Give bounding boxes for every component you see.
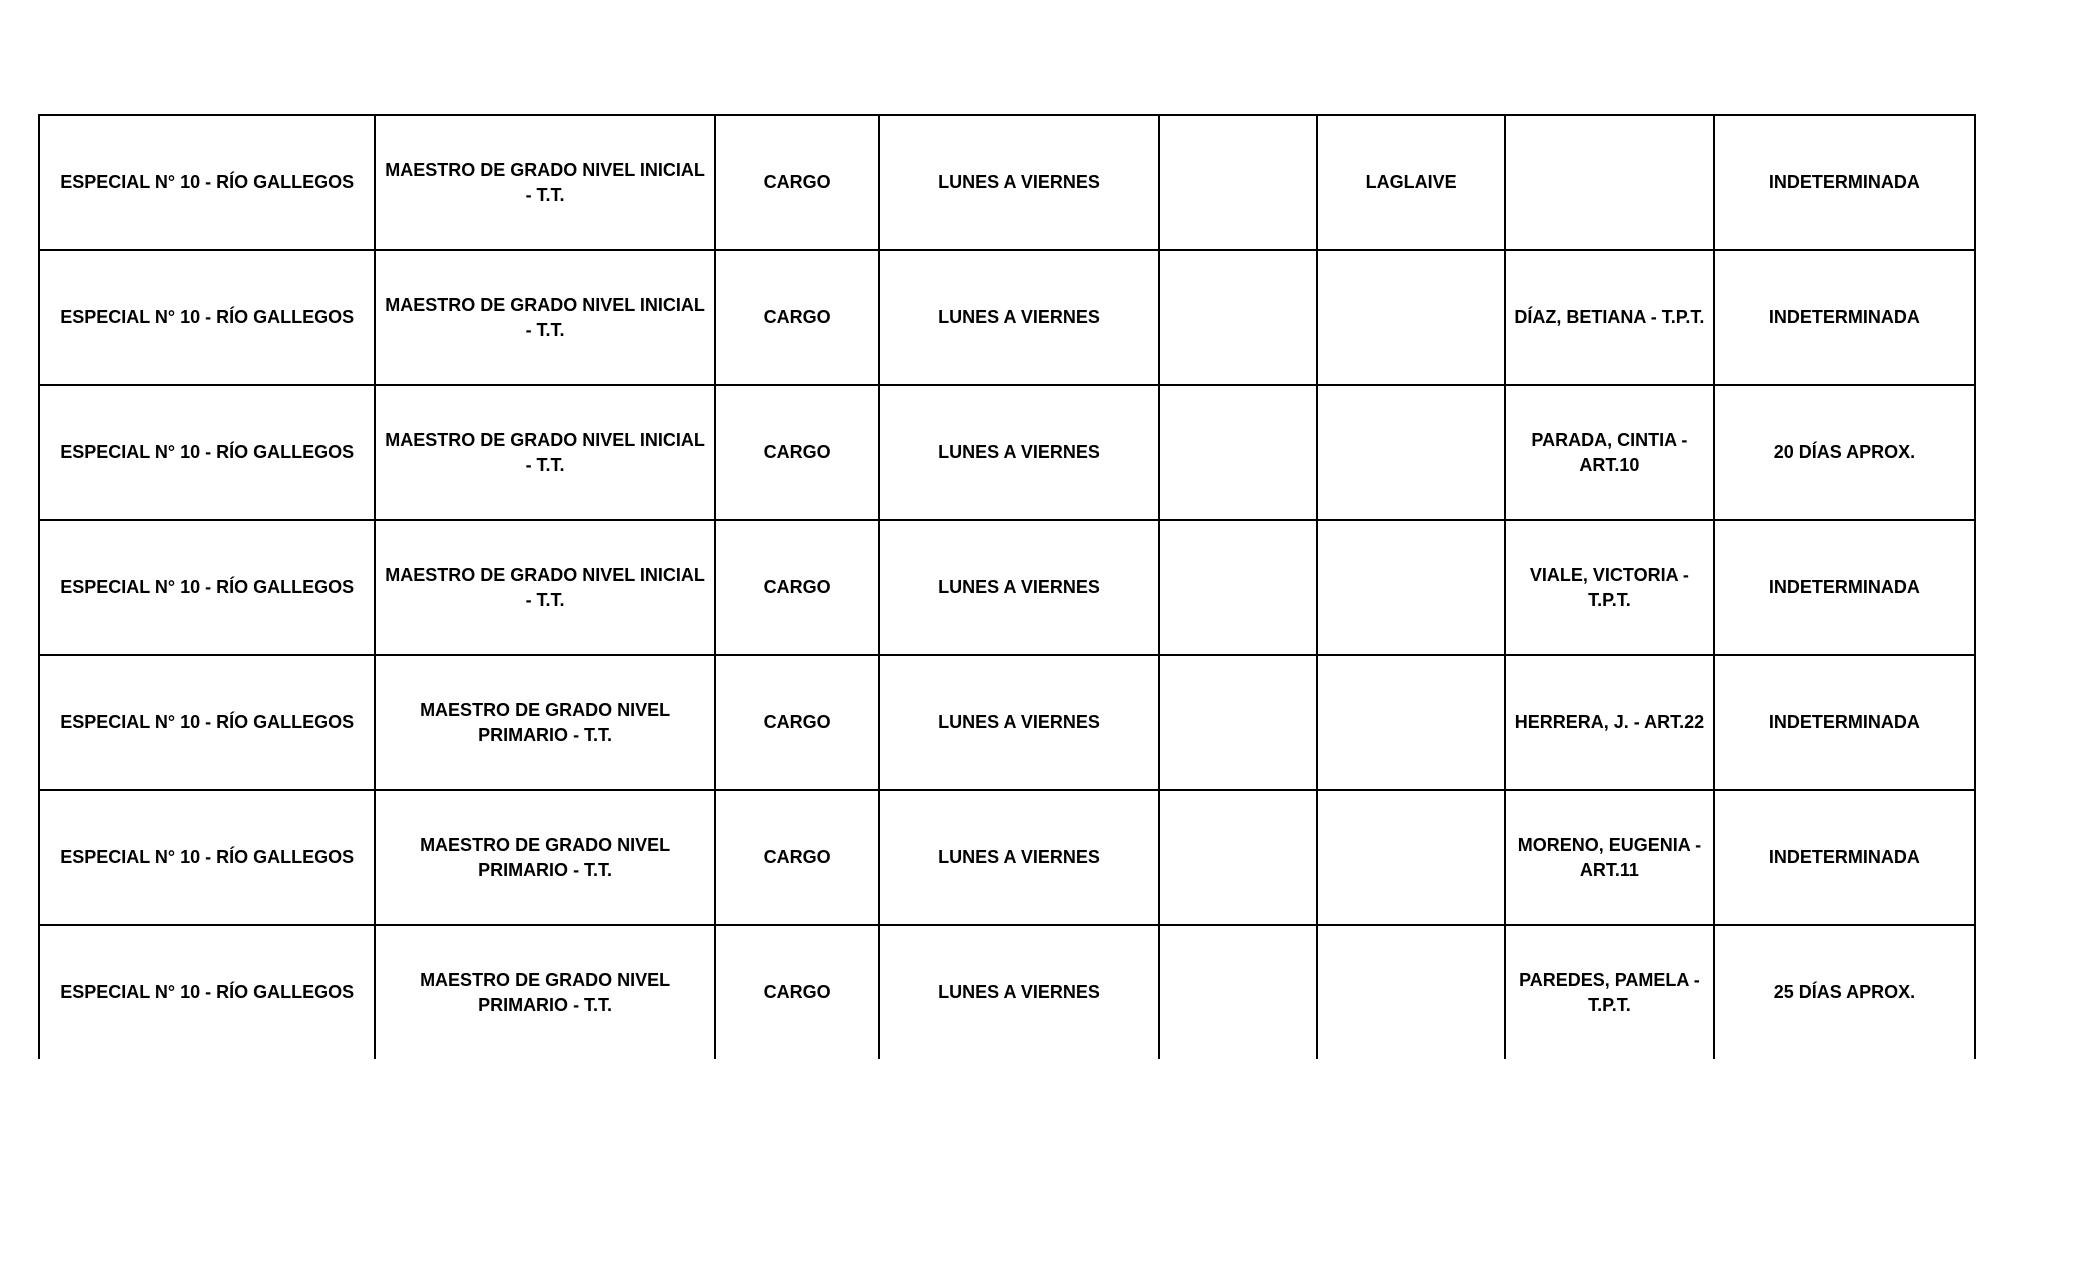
- vacancies-table: [38, 114, 1976, 1059]
- cell-duracion: INDETERMINADA: [1714, 520, 1975, 655]
- table-row: [39, 925, 1975, 1059]
- cell-col6: LAGLAIVE: [1317, 115, 1505, 250]
- cell-escuela: ESPECIAL N° 10 - RÍO GALLEGOS: [39, 520, 375, 655]
- spreadsheet-page: [38, 114, 1976, 1074]
- cell-tipo: CARGO: [715, 115, 880, 250]
- cell-escuela: ESPECIAL N° 10 - RÍO GALLEGOS: [39, 115, 375, 250]
- cell-cargo-descripcion: MAESTRO DE GRADO NIVEL INICIAL - T.T.: [375, 115, 714, 250]
- cell-cargo-descripcion: MAESTRO DE GRADO NIVEL PRIMARIO - T.T.: [375, 925, 714, 1059]
- cell-dias: LUNES A VIERNES: [879, 925, 1158, 1059]
- cell-col5: [1159, 790, 1318, 925]
- cell-reemplaza: PARADA, CINTIA - ART.10: [1505, 385, 1714, 520]
- cell-col5: [1159, 520, 1318, 655]
- cell-col5: [1159, 925, 1318, 1059]
- cell-escuela: ESPECIAL N° 10 - RÍO GALLEGOS: [39, 925, 375, 1059]
- cell-reemplaza: VIALE, VICTORIA - T.P.T.: [1505, 520, 1714, 655]
- cell-col6: [1317, 655, 1505, 790]
- cell-dias: LUNES A VIERNES: [879, 250, 1158, 385]
- cell-duracion: INDETERMINADA: [1714, 655, 1975, 790]
- cell-reemplaza: MORENO, EUGENIA - ART.11: [1505, 790, 1714, 925]
- cell-tipo: CARGO: [715, 520, 880, 655]
- cell-dias: LUNES A VIERNES: [879, 520, 1158, 655]
- cell-dias: LUNES A VIERNES: [879, 790, 1158, 925]
- cell-tipo: CARGO: [715, 250, 880, 385]
- cell-col6: [1317, 250, 1505, 385]
- cell-col6: [1317, 925, 1505, 1059]
- cell-col5: [1159, 655, 1318, 790]
- cell-reemplaza: PAREDES, PAMELA - T.P.T.: [1505, 925, 1714, 1059]
- table-row: [39, 520, 1975, 655]
- cell-dias: LUNES A VIERNES: [879, 115, 1158, 250]
- cell-col6: [1317, 520, 1505, 655]
- cell-cargo-descripcion: MAESTRO DE GRADO NIVEL PRIMARIO - T.T.: [375, 655, 714, 790]
- cell-duracion: INDETERMINADA: [1714, 790, 1975, 925]
- cell-col6: [1317, 385, 1505, 520]
- cell-duracion: INDETERMINADA: [1714, 250, 1975, 385]
- cell-tipo: CARGO: [715, 655, 880, 790]
- cell-reemplaza: [1505, 115, 1714, 250]
- cell-col5: [1159, 115, 1318, 250]
- cell-escuela: ESPECIAL N° 10 - RÍO GALLEGOS: [39, 655, 375, 790]
- cell-col5: [1159, 250, 1318, 385]
- cell-col6: [1317, 790, 1505, 925]
- cell-tipo: CARGO: [715, 385, 880, 520]
- cell-tipo: CARGO: [715, 925, 880, 1059]
- cell-duracion: 25 DÍAS APROX.: [1714, 925, 1975, 1059]
- cell-escuela: ESPECIAL N° 10 - RÍO GALLEGOS: [39, 790, 375, 925]
- table-row: [39, 385, 1975, 520]
- cell-escuela: ESPECIAL N° 10 - RÍO GALLEGOS: [39, 250, 375, 385]
- cell-col5: [1159, 385, 1318, 520]
- cell-cargo-descripcion: MAESTRO DE GRADO NIVEL PRIMARIO - T.T.: [375, 790, 714, 925]
- cell-dias: LUNES A VIERNES: [879, 655, 1158, 790]
- cell-dias: LUNES A VIERNES: [879, 385, 1158, 520]
- cell-reemplaza: DÍAZ, BETIANA - T.P.T.: [1505, 250, 1714, 385]
- cell-duracion: INDETERMINADA: [1714, 115, 1975, 250]
- cell-tipo: CARGO: [715, 790, 880, 925]
- cell-cargo-descripcion: MAESTRO DE GRADO NIVEL INICIAL - T.T.: [375, 520, 714, 655]
- table-row: [39, 115, 1975, 250]
- table-row: [39, 250, 1975, 385]
- cell-duracion: 20 DÍAS APROX.: [1714, 385, 1975, 520]
- cell-cargo-descripcion: MAESTRO DE GRADO NIVEL INICIAL - T.T.: [375, 385, 714, 520]
- cell-escuela: ESPECIAL N° 10 - RÍO GALLEGOS: [39, 385, 375, 520]
- cell-reemplaza: HERRERA, J. - ART.22: [1505, 655, 1714, 790]
- table-row: [39, 655, 1975, 790]
- cell-cargo-descripcion: MAESTRO DE GRADO NIVEL INICIAL - T.T.: [375, 250, 714, 385]
- table-row: [39, 790, 1975, 925]
